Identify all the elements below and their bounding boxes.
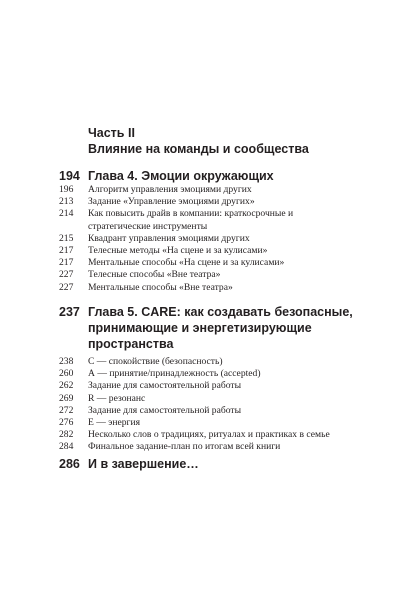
toc-entry-page: 227 [59,281,74,293]
toc-entry-page: 282 [59,429,74,441]
toc-entry-title: Как повысить драйв в компании: краткосрочные и стратегические инструменты [88,208,294,232]
toc-entry-page: 284 [59,441,74,453]
toc-entry-title: Задание для самостоятельной работы [88,380,242,392]
toc-entry-title: А — принятие/принадлежность (accepted) [88,368,261,380]
toc-entry-title: Ментальные способы «Вне театра» [88,281,233,293]
toc-entry-page: 213 [59,196,74,208]
toc-entry-title: Квадрант управления эмоциями других [88,232,250,244]
part-heading [88,125,309,157]
toc-entry-title: Телесные способы «Вне театра» [88,269,221,281]
chapter-heading [59,456,379,472]
toc-entry-title: Задание для самостоятельной работы [88,404,242,416]
toc-entry-page: 269 [59,392,74,404]
toc-entry-title: E — энергия [88,416,141,428]
toc-entry-page: 196 [59,184,74,195]
chapter-page-number: 194 [59,169,80,183]
toc-entry-title: Финальное задание-план по итогам всей книги [88,441,281,453]
part-label: Часть II [88,126,135,140]
toc-entry-title: Алгоритм управления эмоциями других [88,184,252,195]
toc-entry-title: Телесные методы «На сцене и за кулисами» [88,244,268,256]
chapter-heading [59,168,379,184]
toc-entry-page: 217 [59,257,74,269]
toc-entry-title: С — спокойствие (безопасность) [88,356,223,367]
toc-entry-title: R — резонанс [88,392,146,404]
toc-entry-page: 215 [59,232,74,244]
toc-entry-page: 217 [59,244,74,256]
toc-entry-title: Несколько слов о традициях, ритуалах и практиках в семье [88,429,330,441]
chapter-heading [59,304,379,351]
chapter-page-number: 286 [59,457,80,471]
toc-entry-page: 262 [59,380,74,392]
chapter-title: И в завершение… [88,457,199,471]
toc-entry-title: Задание «Управление эмоциями других» [88,196,255,208]
toc-entry-page: 238 [59,356,74,367]
toc-entry-page: 227 [59,269,74,281]
chapter-title: Глава 4. Эмоции окружающих [88,169,274,183]
part-title: Влияние на команды и сообщества [88,142,309,156]
toc-entry-page: 214 [59,208,74,220]
chapter-page-number: 237 [59,305,80,319]
toc-entry-page: 272 [59,404,74,416]
toc-entry-page: 276 [59,416,74,428]
toc-entry-page: 260 [59,368,74,380]
toc-entry-title: Ментальные способы «На сцене и за кулисами» [88,257,285,269]
chapter-title: Глава 5. CARE: как создавать безопасные, принимающие и энергетизирующие пространства [88,305,353,351]
